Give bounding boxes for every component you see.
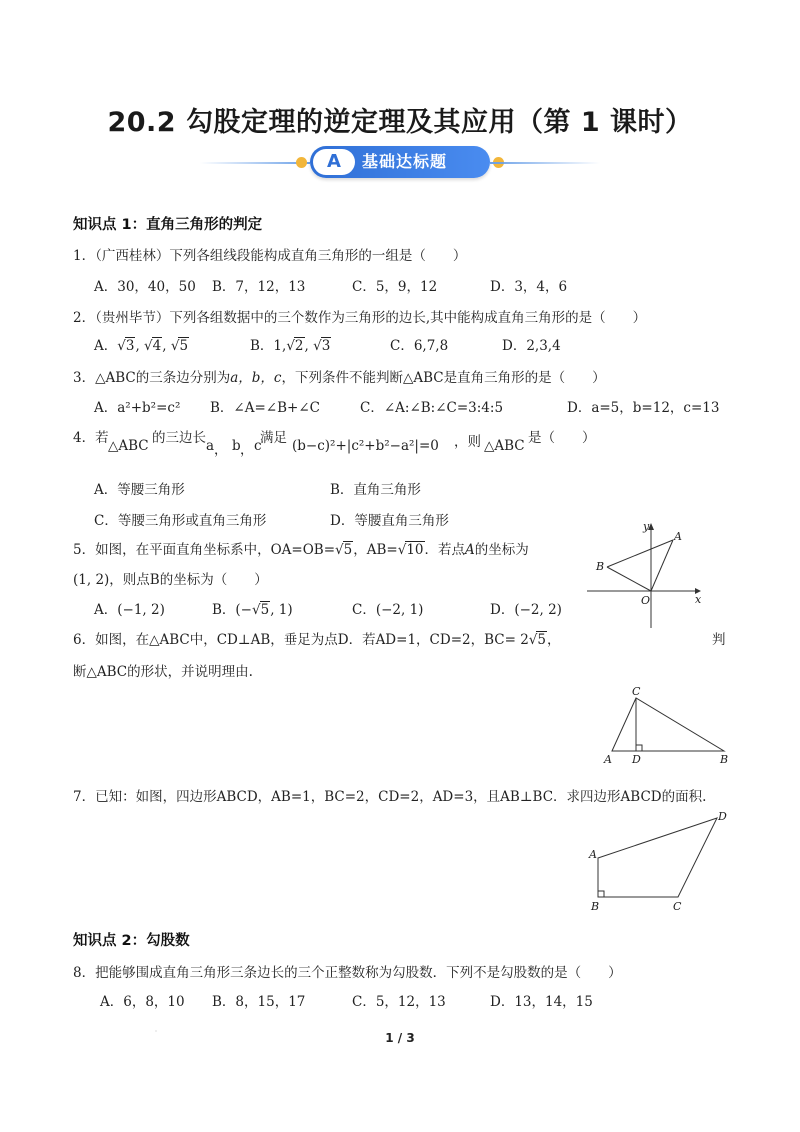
question-5-eq-1: OA=OB= [270, 542, 336, 558]
question-5-eq-2: ，AB= [353, 542, 398, 558]
right-angle-marker [598, 891, 604, 897]
y-axis-label: y [643, 520, 650, 533]
question-2-option-d: D．2,3,4 [502, 338, 561, 354]
sqrt-symbol: √4 [144, 338, 162, 354]
radicand: 10 [406, 542, 424, 558]
question-4-var-c: c [254, 438, 262, 454]
question-3-stem-vars: a，b，c [230, 370, 282, 386]
point-a-label: A [674, 530, 682, 543]
question-5-stem-2: ．若点 [424, 542, 466, 558]
radicand: 5 [260, 602, 270, 618]
figure-question-6 [598, 684, 738, 766]
question-4-stem-3: 满足 [260, 430, 287, 446]
question-4-var-b: b [232, 438, 241, 454]
question-4-triangle-2: △ABC [484, 438, 525, 454]
question-5-stem-line-2: (1, 2)，则点B的坐标为（ ） [73, 572, 268, 588]
question-2-option-c: C．6,7,8 [390, 338, 449, 354]
question-5-option-d: D．(−2, 2) [490, 602, 562, 618]
question-5-stem-3: 的坐标为 [474, 542, 529, 558]
banner-pill [310, 146, 490, 178]
question-4-stem-1: 4．若 [73, 430, 109, 446]
question-8-option-d: D．13，14，15 [490, 994, 593, 1010]
banner-dot-left [296, 157, 307, 168]
page-title: 20.2 勾股定理的逆定理及其应用（第 1 课时） [107, 107, 693, 138]
radicand: 2 [294, 338, 304, 354]
question-2-option-a-prefix: A． [94, 338, 118, 354]
triangle-abc [612, 698, 724, 751]
section-heading-1: 知识点 1：直角三角形的判定 [73, 217, 263, 233]
question-1-option-a: A．30，40，50 [94, 279, 196, 295]
point-a-label: A [604, 753, 612, 766]
sqrt-symbol: √3 [117, 338, 135, 354]
point-a-label: A [589, 848, 597, 861]
question-5-option-c: C．(−2, 1) [352, 602, 424, 618]
question-1-stem: 1．（广西桂林）下列各组线段能构成直角三角形的一组是（ ） [73, 248, 467, 264]
banner-letter: A [313, 149, 355, 175]
question-6-stem-2: ， [547, 632, 561, 648]
question-8-option-c: C．5，12，13 [352, 994, 446, 1010]
question-4-option-d: D．等腰直角三角形 [330, 513, 449, 529]
x-axis-label: x [695, 593, 702, 606]
sqrt-symbol: √5 [170, 338, 189, 354]
radicand: 5 [179, 338, 189, 354]
point-d-label: D [632, 753, 641, 766]
section-heading-2: 知识点 2：勾股数 [73, 933, 190, 949]
question-4-var-a: a [206, 438, 215, 454]
comma: ， [214, 442, 228, 458]
question-6-stem-1: 6．如图，在△ABC中，CD⊥AB，垂足为点D．若AD=1，CD=2，BC= 2 [73, 632, 529, 648]
question-4-option-b: B．直角三角形 [330, 482, 421, 498]
question-3-stem [73, 366, 606, 386]
question-3-stem-pre: 3．△ABC的三条边分别为 [73, 370, 231, 386]
question-5-option-b [212, 598, 293, 618]
point-b-label: B [720, 753, 729, 766]
question-2-stem: 2．（贵州毕节）下列各组数据中的三个数作为三角形的边长,其中能构成直角三角形的是（ ） [73, 310, 647, 326]
origin-label: O [641, 594, 651, 607]
question-4-stem-5: 是（ ） [528, 430, 596, 446]
question-8-option-a: A．6，8，10 [100, 994, 185, 1010]
point-c-label: C [632, 685, 641, 698]
question-5-stem-line-1 [73, 538, 529, 558]
question-3-option-d: D．a=5，b=12，c=13 [567, 400, 720, 416]
point-c-label: C [673, 900, 682, 913]
radicand: 5 [343, 542, 353, 558]
question-6-stem-line-2: 断△ABC的形状，并说明理由. [73, 664, 253, 680]
radicand: 3 [125, 338, 135, 354]
question-6-stem-line-1 [73, 628, 561, 648]
right-angle-marker [636, 745, 642, 751]
question-4-option-c: C．等腰三角形或直角三角形 [94, 513, 267, 529]
question-3-option-b: B．∠A=∠B+∠C [210, 400, 320, 416]
question-1-option-b: B．7，12，13 [212, 279, 306, 295]
point-d-label: D [718, 810, 727, 823]
sqrt-symbol: √3 [313, 338, 331, 354]
question-1-option-d: D．3，4，6 [490, 279, 568, 295]
figure-question-5 [585, 518, 705, 633]
question-5-option-a: A．(−1, 2) [94, 602, 165, 618]
sqrt-symbol: √5 [528, 632, 546, 648]
question-5-point-a: A [465, 542, 475, 558]
question-2-option-a: A．√3, √4, √5 [94, 338, 189, 354]
question-2-option-b: B．1,√2, √3 [250, 338, 331, 354]
banner-text: 基础达标题 [362, 152, 448, 171]
section-banner [200, 146, 600, 180]
comma: ， [240, 442, 254, 458]
question-4-option-a: A．等腰三角形 [94, 482, 185, 498]
question-4-stem-4: ，则 [454, 434, 481, 450]
question-4-triangle: △ABC [108, 438, 149, 454]
point-b-label: B [596, 560, 605, 573]
banner-divider-right [490, 162, 600, 164]
question-8-option-b: B．8，15，17 [212, 994, 306, 1010]
question-4-equation: (b−c)²+|c²+b²−a²|=0 [292, 438, 439, 454]
question-7-stem: 7．已知：如图，四边形ABCD，AB=1，BC=2，CD=2，AD=3，且AB⊥BC．求四边形ABCD的面积. [73, 789, 707, 805]
question-5-option-b-post: , 1) [270, 602, 293, 618]
sqrt-symbol: √2 [286, 338, 304, 354]
question-3-stem-post: ，下列条件不能判断△ABC是直角三角形的是（ ） [281, 370, 606, 386]
sqrt-symbol: √5 [335, 542, 353, 558]
question-4-stem-2: 的三边长 [152, 430, 206, 446]
sqrt-symbol: √5 [252, 602, 270, 618]
segment-ob [607, 567, 651, 591]
page-number: 1 / 3 [385, 1031, 415, 1045]
question-1-option-c: C．5，9，12 [352, 279, 438, 295]
question-3-option-a: A．a²+b²=c² [94, 400, 181, 416]
question-8-stem: 8．把能够围成直角三角形三条边长的三个正整数称为勾股数．下列不是勾股数的是（ ） [73, 965, 622, 981]
question-6-stem-tail: 判 [712, 632, 726, 648]
question-5-option-b-pre: B．(− [212, 602, 252, 618]
radicand: 4 [152, 338, 162, 354]
banner-divider-left [200, 162, 310, 164]
question-5-stem-1: 5．如图，在平面直角坐标系中， [73, 542, 271, 558]
sqrt-symbol: √10 [397, 542, 424, 558]
quadrilateral-abcd [598, 818, 717, 897]
question-2-option-b-prefix: B．1, [250, 338, 287, 354]
question-3-option-c: C．∠A:∠B:∠C=3:4:5 [360, 400, 504, 416]
point-b-label: B [591, 900, 600, 913]
figure-question-7 [585, 806, 735, 914]
radicand: 3 [321, 338, 331, 354]
radicand: 5 [537, 632, 546, 648]
